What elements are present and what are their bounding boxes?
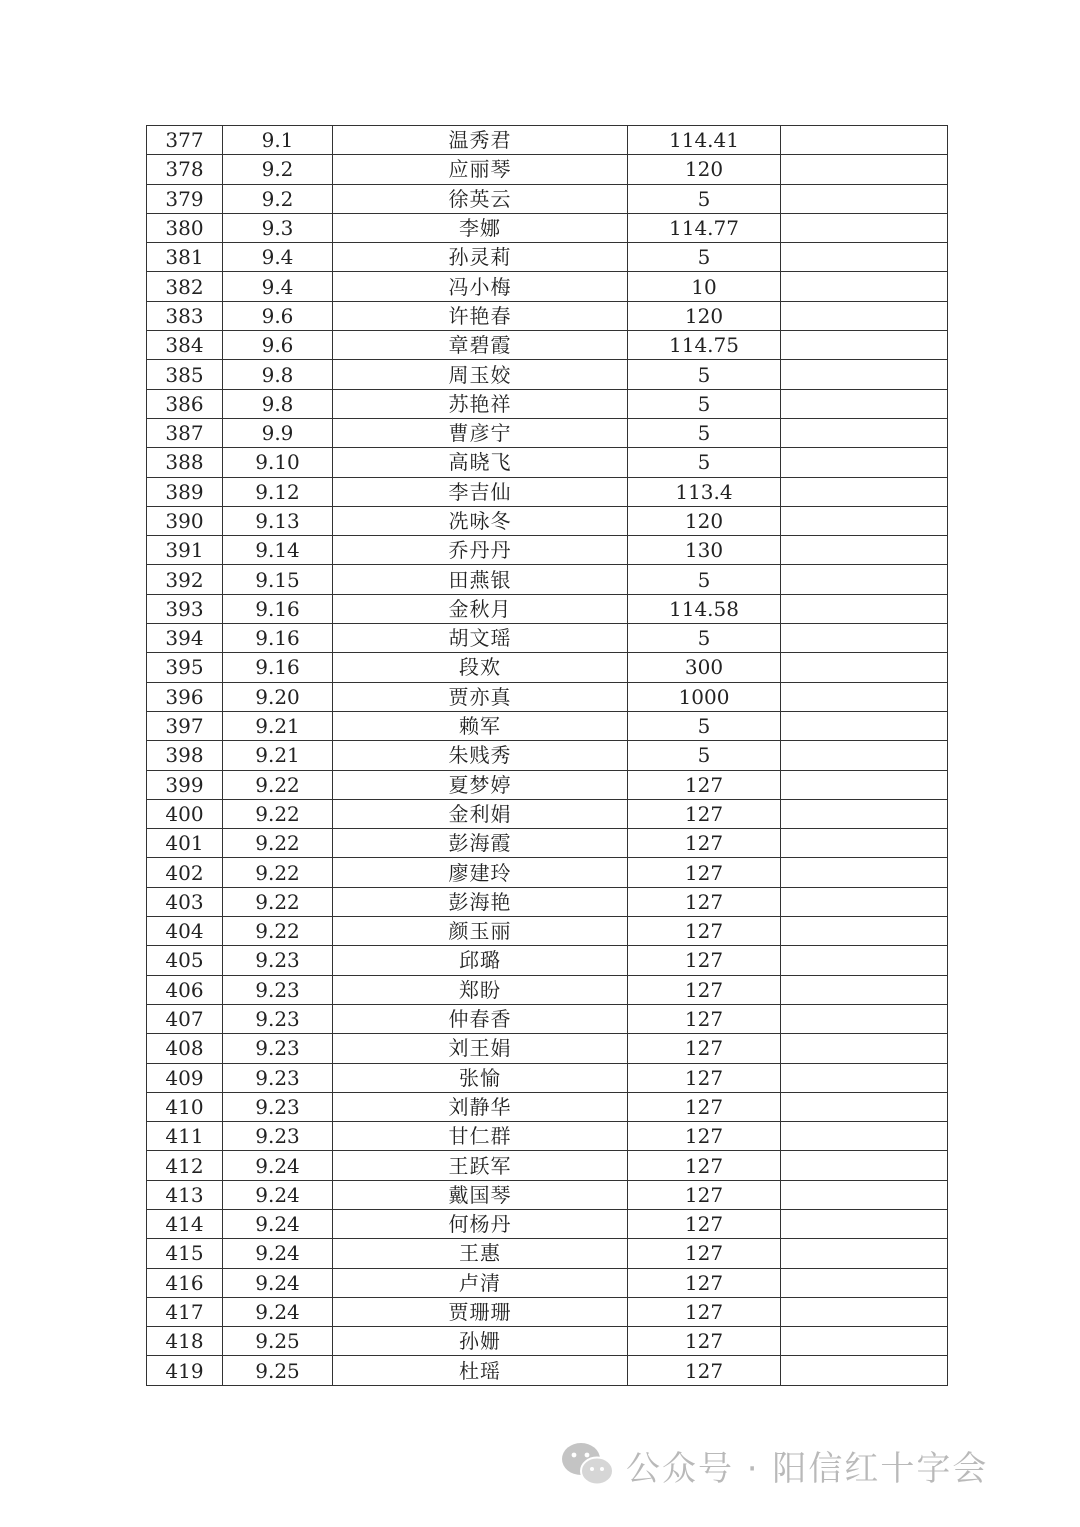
cell-date: 9.4 [223, 272, 333, 301]
cell-serial-number: 406 [147, 975, 223, 1004]
cell-serial-number: 407 [147, 1004, 223, 1033]
cell-serial-number: 413 [147, 1180, 223, 1209]
cell-date: 9.23 [223, 1092, 333, 1121]
cell-date: 9.23 [223, 1122, 333, 1151]
table-row [147, 1122, 948, 1151]
table-row [147, 975, 948, 1004]
table-row [147, 184, 948, 213]
cell-date: 9.22 [223, 917, 333, 946]
table-row [147, 1209, 948, 1238]
table-row [147, 477, 948, 506]
cell-note [781, 506, 948, 535]
cell-donor-name: 何杨丹 [333, 1209, 628, 1238]
cell-date: 9.23 [223, 1004, 333, 1033]
table-row [147, 1327, 948, 1356]
table-row [147, 711, 948, 740]
cell-serial-number: 386 [147, 389, 223, 418]
cell-amount: 114.41 [628, 126, 781, 155]
table-row [147, 155, 948, 184]
cell-date: 9.4 [223, 243, 333, 272]
cell-note [781, 565, 948, 594]
cell-note [781, 887, 948, 916]
cell-date: 9.23 [223, 1063, 333, 1092]
cell-note [781, 272, 948, 301]
cell-amount: 130 [628, 536, 781, 565]
cell-donor-name: 彭海霞 [333, 829, 628, 858]
cell-date: 9.22 [223, 770, 333, 799]
cell-note [781, 594, 948, 623]
cell-donor-name: 贾亦真 [333, 682, 628, 711]
cell-date: 9.8 [223, 360, 333, 389]
cell-date: 9.25 [223, 1356, 333, 1385]
cell-donor-name: 邱璐 [333, 946, 628, 975]
cell-serial-number: 410 [147, 1092, 223, 1121]
table-row [147, 243, 948, 272]
cell-donor-name: 颜玉丽 [333, 917, 628, 946]
cell-date: 9.20 [223, 682, 333, 711]
cell-amount: 113.4 [628, 477, 781, 506]
cell-note [781, 1239, 948, 1268]
table-row [147, 1004, 948, 1033]
cell-serial-number: 417 [147, 1297, 223, 1326]
cell-note [781, 711, 948, 740]
cell-note [781, 917, 948, 946]
cell-amount: 127 [628, 975, 781, 1004]
cell-amount: 5 [628, 711, 781, 740]
table-row [147, 858, 948, 887]
cell-donor-name: 甘仁群 [333, 1122, 628, 1151]
cell-date: 9.16 [223, 594, 333, 623]
cell-donor-name: 卢清 [333, 1268, 628, 1297]
cell-note [781, 1034, 948, 1063]
cell-donor-name: 戴国琴 [333, 1180, 628, 1209]
donation-table [146, 125, 948, 1386]
cell-note [781, 418, 948, 447]
cell-donor-name: 乔丹丹 [333, 536, 628, 565]
cell-note [781, 301, 948, 330]
cell-serial-number: 402 [147, 858, 223, 887]
cell-donor-name: 周玉姣 [333, 360, 628, 389]
cell-note [781, 243, 948, 272]
cell-serial-number: 391 [147, 536, 223, 565]
cell-date: 9.14 [223, 536, 333, 565]
cell-serial-number: 399 [147, 770, 223, 799]
cell-note [781, 624, 948, 653]
cell-amount: 127 [628, 1297, 781, 1326]
cell-serial-number: 405 [147, 946, 223, 975]
cell-note [781, 1151, 948, 1180]
cell-amount: 114.75 [628, 331, 781, 360]
cell-note [781, 1180, 948, 1209]
table-row [147, 565, 948, 594]
cell-date: 9.3 [223, 213, 333, 242]
cell-note [781, 682, 948, 711]
cell-donor-name: 许艳春 [333, 301, 628, 330]
cell-date: 9.24 [223, 1268, 333, 1297]
cell-donor-name: 金利娟 [333, 799, 628, 828]
cell-serial-number: 390 [147, 506, 223, 535]
cell-serial-number: 377 [147, 126, 223, 155]
cell-donor-name: 仲春香 [333, 1004, 628, 1033]
cell-serial-number: 388 [147, 448, 223, 477]
cell-amount: 5 [628, 389, 781, 418]
cell-amount: 5 [628, 741, 781, 770]
table-row [147, 887, 948, 916]
cell-note [781, 1356, 948, 1385]
cell-amount: 120 [628, 506, 781, 535]
table-row [147, 1180, 948, 1209]
cell-amount: 127 [628, 1268, 781, 1297]
cell-note [781, 331, 948, 360]
cell-date: 9.23 [223, 975, 333, 1004]
cell-note [781, 829, 948, 858]
cell-donor-name: 胡文瑶 [333, 624, 628, 653]
cell-date: 9.24 [223, 1297, 333, 1326]
cell-date: 9.2 [223, 155, 333, 184]
cell-date: 9.16 [223, 653, 333, 682]
table-row [147, 741, 948, 770]
cell-note [781, 1063, 948, 1092]
cell-serial-number: 411 [147, 1122, 223, 1151]
cell-date: 9.6 [223, 301, 333, 330]
table-row [147, 917, 948, 946]
cell-serial-number: 401 [147, 829, 223, 858]
cell-serial-number: 379 [147, 184, 223, 213]
cell-date: 9.9 [223, 418, 333, 447]
cell-note [781, 1122, 948, 1151]
cell-note [781, 946, 948, 975]
cell-donor-name: 徐英云 [333, 184, 628, 213]
cell-donor-name: 王跃军 [333, 1151, 628, 1180]
cell-amount: 127 [628, 1180, 781, 1209]
cell-date: 9.23 [223, 946, 333, 975]
table-row [147, 594, 948, 623]
cell-note [781, 536, 948, 565]
cell-donor-name: 夏梦婷 [333, 770, 628, 799]
table-row [147, 624, 948, 653]
cell-date: 9.22 [223, 829, 333, 858]
table-row [147, 1268, 948, 1297]
cell-donor-name: 杜瑶 [333, 1356, 628, 1385]
cell-amount: 127 [628, 917, 781, 946]
cell-amount: 5 [628, 565, 781, 594]
table-row [147, 799, 948, 828]
cell-serial-number: 387 [147, 418, 223, 447]
cell-serial-number: 384 [147, 331, 223, 360]
cell-date: 9.8 [223, 389, 333, 418]
cell-note [781, 389, 948, 418]
cell-donor-name: 应丽琴 [333, 155, 628, 184]
watermark [560, 1440, 988, 1490]
cell-note [781, 477, 948, 506]
cell-date: 9.13 [223, 506, 333, 535]
cell-note [781, 1297, 948, 1326]
cell-serial-number: 409 [147, 1063, 223, 1092]
table-row [147, 418, 948, 447]
cell-donor-name: 刘王娟 [333, 1034, 628, 1063]
cell-serial-number: 416 [147, 1268, 223, 1297]
cell-date: 9.2 [223, 184, 333, 213]
cell-date: 9.15 [223, 565, 333, 594]
cell-serial-number: 382 [147, 272, 223, 301]
cell-donor-name: 廖建玲 [333, 858, 628, 887]
cell-donor-name: 赖军 [333, 711, 628, 740]
table-row [147, 1151, 948, 1180]
cell-note [781, 360, 948, 389]
table-row [147, 213, 948, 242]
table-row [147, 126, 948, 155]
cell-note [781, 975, 948, 1004]
cell-amount: 127 [628, 1209, 781, 1238]
table-row [147, 1356, 948, 1385]
cell-amount: 5 [628, 243, 781, 272]
cell-date: 9.10 [223, 448, 333, 477]
cell-date: 9.25 [223, 1327, 333, 1356]
cell-donor-name: 金秋月 [333, 594, 628, 623]
cell-note [781, 155, 948, 184]
cell-note [781, 1209, 948, 1238]
cell-serial-number: 383 [147, 301, 223, 330]
cell-amount: 10 [628, 272, 781, 301]
cell-serial-number: 378 [147, 155, 223, 184]
cell-serial-number: 395 [147, 653, 223, 682]
cell-serial-number: 412 [147, 1151, 223, 1180]
cell-serial-number: 414 [147, 1209, 223, 1238]
cell-amount: 127 [628, 946, 781, 975]
cell-date: 9.22 [223, 858, 333, 887]
cell-serial-number: 394 [147, 624, 223, 653]
table-row [147, 1063, 948, 1092]
cell-note [781, 184, 948, 213]
watermark-text: 公众号 · 阳信红十字会 [626, 1448, 989, 1489]
cell-serial-number: 404 [147, 917, 223, 946]
cell-serial-number: 393 [147, 594, 223, 623]
cell-amount: 1000 [628, 682, 781, 711]
cell-date: 9.21 [223, 741, 333, 770]
cell-serial-number: 400 [147, 799, 223, 828]
cell-donor-name: 王惠 [333, 1239, 628, 1268]
cell-amount: 127 [628, 829, 781, 858]
cell-donor-name: 李吉仙 [333, 477, 628, 506]
cell-amount: 127 [628, 770, 781, 799]
wechat-icon [560, 1440, 616, 1490]
cell-amount: 120 [628, 301, 781, 330]
cell-date: 9.24 [223, 1239, 333, 1268]
table-row [147, 389, 948, 418]
cell-date: 9.22 [223, 799, 333, 828]
cell-date: 9.22 [223, 887, 333, 916]
cell-note [781, 770, 948, 799]
cell-date: 9.16 [223, 624, 333, 653]
table-row [147, 536, 948, 565]
cell-note [781, 1092, 948, 1121]
cell-note [781, 126, 948, 155]
cell-date: 9.23 [223, 1034, 333, 1063]
cell-donor-name: 曹彦宁 [333, 418, 628, 447]
table-row [147, 301, 948, 330]
table-row [147, 653, 948, 682]
cell-amount: 120 [628, 155, 781, 184]
cell-donor-name: 贾珊珊 [333, 1297, 628, 1326]
cell-donor-name: 苏艳祥 [333, 389, 628, 418]
table-row [147, 1034, 948, 1063]
table-row [147, 682, 948, 711]
cell-serial-number: 403 [147, 887, 223, 916]
cell-serial-number: 392 [147, 565, 223, 594]
cell-amount: 114.58 [628, 594, 781, 623]
cell-note [781, 858, 948, 887]
cell-donor-name: 高晓飞 [333, 448, 628, 477]
cell-amount: 5 [628, 184, 781, 213]
table-row [147, 829, 948, 858]
cell-note [781, 1327, 948, 1356]
cell-donor-name: 段欢 [333, 653, 628, 682]
cell-amount: 127 [628, 1004, 781, 1033]
table-row [147, 506, 948, 535]
cell-note [781, 799, 948, 828]
cell-serial-number: 408 [147, 1034, 223, 1063]
cell-amount: 114.77 [628, 213, 781, 242]
table-body [147, 126, 948, 1386]
cell-amount: 127 [628, 1356, 781, 1385]
cell-amount: 5 [628, 360, 781, 389]
cell-note [781, 653, 948, 682]
cell-amount: 5 [628, 418, 781, 447]
cell-date: 9.6 [223, 331, 333, 360]
cell-donor-name: 章碧霞 [333, 331, 628, 360]
cell-amount: 127 [628, 799, 781, 828]
cell-donor-name: 李娜 [333, 213, 628, 242]
table-row [147, 946, 948, 975]
cell-serial-number: 389 [147, 477, 223, 506]
cell-amount: 127 [628, 858, 781, 887]
table-row [147, 1092, 948, 1121]
cell-serial-number: 418 [147, 1327, 223, 1356]
table-row [147, 448, 948, 477]
cell-date: 9.24 [223, 1151, 333, 1180]
cell-serial-number: 419 [147, 1356, 223, 1385]
cell-date: 9.24 [223, 1209, 333, 1238]
cell-note [781, 1004, 948, 1033]
cell-donor-name: 冯小梅 [333, 272, 628, 301]
cell-donor-name: 彭海艳 [333, 887, 628, 916]
cell-amount: 300 [628, 653, 781, 682]
cell-donor-name: 温秀君 [333, 126, 628, 155]
cell-amount: 127 [628, 887, 781, 916]
cell-date: 9.1 [223, 126, 333, 155]
cell-donor-name: 郑盼 [333, 975, 628, 1004]
table-row [147, 360, 948, 389]
cell-donor-name: 孙姗 [333, 1327, 628, 1356]
cell-note [781, 1268, 948, 1297]
cell-serial-number: 385 [147, 360, 223, 389]
cell-donor-name: 朱贱秀 [333, 741, 628, 770]
cell-serial-number: 415 [147, 1239, 223, 1268]
cell-date: 9.21 [223, 711, 333, 740]
cell-serial-number: 380 [147, 213, 223, 242]
cell-amount: 127 [628, 1092, 781, 1121]
table-row [147, 770, 948, 799]
cell-amount: 127 [628, 1151, 781, 1180]
cell-note [781, 448, 948, 477]
cell-note [781, 213, 948, 242]
table-row [147, 272, 948, 301]
cell-donor-name: 田燕银 [333, 565, 628, 594]
cell-note [781, 741, 948, 770]
cell-serial-number: 381 [147, 243, 223, 272]
table-row [147, 331, 948, 360]
table-row [147, 1297, 948, 1326]
cell-date: 9.24 [223, 1180, 333, 1209]
cell-date: 9.12 [223, 477, 333, 506]
cell-serial-number: 397 [147, 711, 223, 740]
cell-donor-name: 张愉 [333, 1063, 628, 1092]
cell-donor-name: 刘静华 [333, 1092, 628, 1121]
table-row [147, 1239, 948, 1268]
cell-serial-number: 398 [147, 741, 223, 770]
cell-amount: 127 [628, 1063, 781, 1092]
cell-donor-name: 冼咏冬 [333, 506, 628, 535]
cell-donor-name: 孙灵莉 [333, 243, 628, 272]
cell-amount: 127 [628, 1034, 781, 1063]
cell-amount: 5 [628, 448, 781, 477]
cell-amount: 127 [628, 1239, 781, 1268]
cell-amount: 127 [628, 1122, 781, 1151]
cell-amount: 127 [628, 1327, 781, 1356]
cell-serial-number: 396 [147, 682, 223, 711]
cell-amount: 5 [628, 624, 781, 653]
